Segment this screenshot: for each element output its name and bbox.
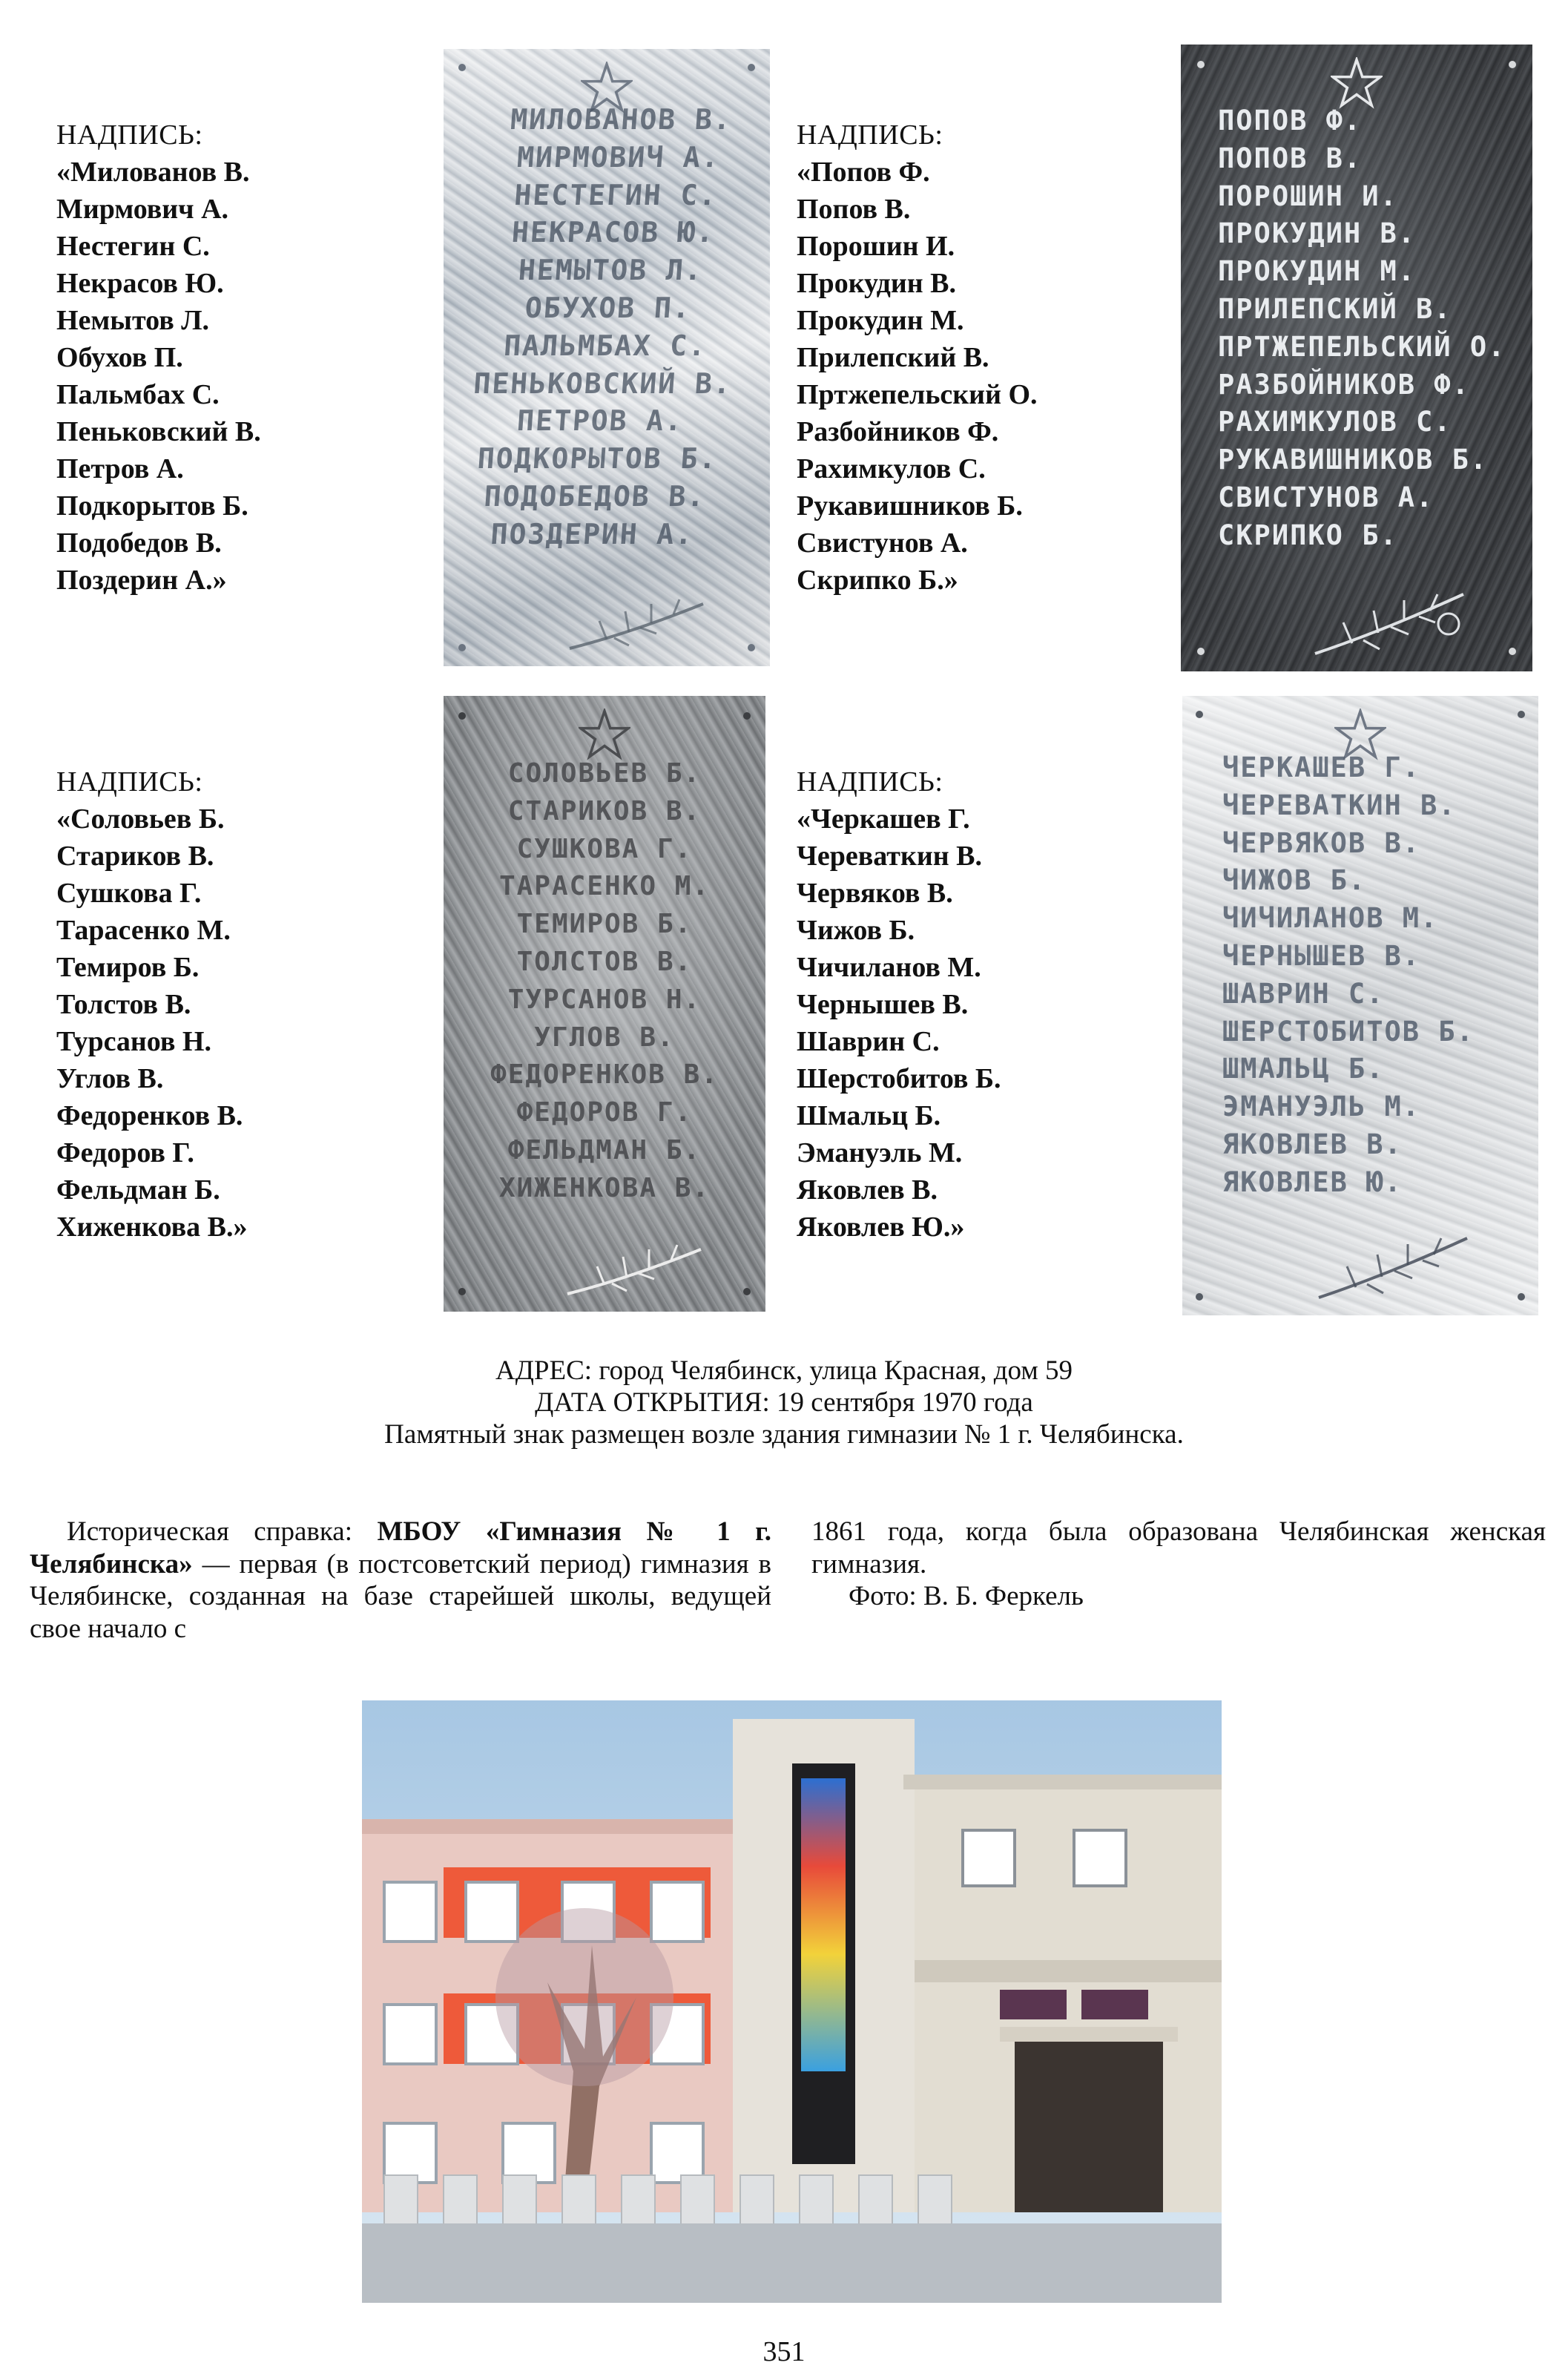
- bolt-icon: [458, 712, 466, 720]
- list-item: Пртжепельский О.: [797, 379, 1038, 410]
- plaque-name: ПОДКОРЫТОВ Б.: [476, 442, 719, 476]
- bolt-icon: [458, 1288, 466, 1295]
- plaque-name: ЧИЧИЛАНОВ М.: [1222, 902, 1439, 935]
- list-item: Порошин И.: [797, 231, 955, 262]
- plaque-name: ПОПОВ Ф.: [1218, 105, 1363, 137]
- star-icon: [1331, 57, 1383, 109]
- inscription-block-1: [56, 116, 261, 599]
- list-item: Эмануэль М.: [797, 1137, 963, 1168]
- plaque-engraved-names: [444, 101, 770, 553]
- plaque-name: ФЕДОРЕНКОВ В.: [490, 1059, 719, 1091]
- list-item: Пальмбах С.: [56, 379, 220, 410]
- memorial-plaque-photo-3: [444, 696, 765, 1312]
- history-column-left: [30, 1516, 771, 1645]
- inscription-block-3: [56, 763, 247, 1246]
- plaque-name: ТАРАСЕНКО М.: [498, 871, 711, 902]
- list-item: Стариков В.: [56, 841, 214, 872]
- address-block: [0, 1355, 1568, 1450]
- list-item: Мирмович А.: [56, 194, 229, 225]
- plaque-name: ЯКОВЛЕВ Ю.: [1222, 1166, 1403, 1198]
- list-item: «Черкашев Г.: [797, 803, 970, 835]
- bolt-icon: [1197, 648, 1205, 655]
- memorial-plaque-photo-2: [1181, 45, 1532, 671]
- list-item: Рукавишников Б.: [797, 490, 1023, 522]
- bolt-icon: [748, 64, 755, 71]
- plaque-name: СУШКОВА Г.: [516, 833, 693, 864]
- history-text-continued: 1861 года, когда была образована Челябинская женская гимназия.: [811, 1516, 1546, 1579]
- bolt-icon: [1518, 1293, 1525, 1301]
- laurel-branch-icon: [560, 1234, 708, 1301]
- list-item: Шмальц Б.: [797, 1100, 941, 1131]
- plaque-name: ФЕДОРОВ Г.: [516, 1097, 693, 1128]
- plaque-name: ПОПОВ В.: [1218, 142, 1363, 174]
- plaque-name: СТАРИКОВ В.: [507, 795, 702, 826]
- plaque-name: ШЕРСТОБИТОВ Б.: [1222, 1015, 1475, 1048]
- plaque-name: ФЕЛЬДМАН Б.: [507, 1134, 702, 1166]
- list-item: Чернышев В.: [797, 989, 969, 1020]
- plaque-name: ЧЕРКАШЕВ Г.: [1222, 752, 1421, 783]
- plaque-name: ШАВРИН С.: [1222, 977, 1385, 1010]
- list-item: Свистунов А.: [797, 527, 968, 559]
- list-item: Чижов Б.: [797, 915, 915, 946]
- list-item: Шаврин С.: [797, 1026, 940, 1057]
- plaque-name: ПРОКУДИН М.: [1218, 255, 1417, 288]
- list-item: Подкорытов Б.: [56, 490, 248, 522]
- list-item: Углов В.: [56, 1063, 164, 1094]
- bolt-icon: [748, 644, 755, 651]
- inscription-block-4: [797, 763, 1001, 1246]
- bolt-icon: [743, 1288, 751, 1295]
- plaque-name: ХИЖЕНКОВА В.: [498, 1172, 711, 1203]
- memorial-plaque-photo-4: [1182, 696, 1538, 1315]
- star-icon: [579, 709, 630, 760]
- list-item: Темиров Б.: [56, 952, 200, 983]
- plaque-name: МИЛОВАНОВ В.: [509, 103, 734, 136]
- bolt-icon: [1196, 1293, 1203, 1301]
- plaque-name: ПАЛЬМБАХ С.: [502, 329, 708, 362]
- inscription-label: НАДПИСЬ:: [797, 119, 943, 151]
- bolt-icon: [458, 64, 466, 71]
- list-item: Обухов П.: [56, 342, 183, 373]
- laurel-branch-icon: [1308, 579, 1471, 661]
- plaque-engraved-names: [1222, 749, 1538, 1202]
- history-column-right: [811, 1516, 1546, 1613]
- plaque-name: ЧЕРЕВАТКИН В.: [1222, 789, 1457, 821]
- history-text: — первая (в постсоветский период) гимназия в Челябинске, созданная на базе старейшей школы, ведущей свое начало с: [30, 1548, 771, 1644]
- plaque-name: СОЛОВЬЕВ Б.: [507, 758, 702, 789]
- list-item: «Соловьев Б.: [56, 803, 225, 835]
- page-number: 351: [762, 2336, 806, 2367]
- list-item: Череваткин В.: [797, 841, 982, 872]
- list-item: Петров А.: [56, 453, 184, 484]
- plaque-name: ПРТЖЕПЕЛЬСКИЙ О.: [1218, 330, 1506, 363]
- plaque-name: УГЛОВ В.: [534, 1022, 675, 1053]
- photo-credit: Фото: В. Б. Феркель: [849, 1581, 1084, 1611]
- plaque-name: ПРОКУДИН В.: [1218, 217, 1417, 250]
- bolt-icon: [1518, 711, 1525, 718]
- inscription-block-2: [797, 116, 1038, 599]
- list-item: Червяков В.: [797, 878, 953, 909]
- plaque-name: ЯКОВЛЕВ В.: [1222, 1128, 1403, 1160]
- bolt-icon: [458, 644, 466, 651]
- address-line: АДРЕС: город Челябинск, улица Красная, дом 59: [495, 1355, 1073, 1386]
- inscription-label: НАДПИСЬ:: [56, 766, 203, 798]
- laurel-branch-icon: [1311, 1223, 1475, 1305]
- location-note-line: Памятный знак размещен возле здания гимназии № 1 г. Челябинска.: [384, 1419, 1184, 1450]
- plaque-name: РУКАВИШНИКОВ Б.: [1218, 444, 1489, 476]
- list-item: Подобедов В.: [56, 527, 222, 559]
- list-item: Попов В.: [797, 194, 911, 225]
- gymnasium-name: МБОУ «Гимназия № 1 г. Челябинска»: [30, 1516, 771, 1579]
- list-item: Федоренков В.: [56, 1100, 243, 1131]
- list-item: Поздерин А.»: [56, 565, 227, 596]
- list-item: Чичиланов М.: [797, 952, 981, 983]
- bolt-icon: [1509, 61, 1516, 68]
- plaque-name: ТЕМИРОВ Б.: [516, 909, 693, 940]
- list-item: Прокудин В.: [797, 268, 957, 299]
- plaque-engraved-names: [1218, 102, 1532, 555]
- bolt-icon: [743, 712, 751, 720]
- list-item: Некрасов Ю.: [56, 268, 224, 299]
- list-item: Прокудин М.: [797, 305, 964, 336]
- list-item: Тарасенко М.: [56, 915, 231, 946]
- plaque-name: СКРИПКО Б.: [1218, 519, 1398, 551]
- list-item: Федоров Г.: [56, 1137, 194, 1168]
- list-item: Фельдман Б.: [56, 1174, 220, 1206]
- list-item: Турсанов Н.: [56, 1026, 211, 1057]
- plaque-engraved-names: [444, 755, 765, 1208]
- list-item: Сушкова Г.: [56, 878, 202, 909]
- list-item: «Милованов В.: [56, 157, 250, 188]
- list-item: Яковлев В.: [797, 1174, 938, 1206]
- list-item: Толстов В.: [56, 989, 191, 1020]
- plaque-name: ТУРСАНОВ Н.: [507, 984, 702, 1015]
- plaque-name: ЭМАНУЭЛЬ М.: [1222, 1091, 1421, 1123]
- list-item: Шерстобитов Б.: [797, 1063, 1001, 1094]
- plaque-name: ТОЛСТОВ В.: [516, 946, 693, 977]
- plaque-name: ШМАЛЬЦ Б.: [1222, 1053, 1385, 1085]
- plaque-name: НЕСТЕГИН С.: [513, 178, 719, 211]
- plaque-name: ЧЕРВЯКОВ В.: [1222, 826, 1421, 859]
- history-lead: Историческая справка:: [67, 1516, 378, 1547]
- plaque-name: ПОДОБЕДОВ В.: [483, 479, 707, 513]
- plaque-name: ПЕТРОВ А.: [515, 404, 685, 438]
- inscription-names: [56, 154, 261, 599]
- inscription-label: НАДПИСЬ:: [797, 766, 943, 798]
- plaque-name: ПРИЛЕПСКИЙ В.: [1218, 292, 1452, 325]
- plaque-name: ОБУХОВ П.: [524, 291, 693, 324]
- bolt-icon: [1197, 61, 1205, 68]
- list-item: Немытов Л.: [56, 305, 210, 336]
- plaque-name: ПЕНЬКОВСКИЙ В.: [472, 366, 734, 400]
- inscription-names: [797, 800, 1001, 1246]
- list-item: Рахимкулов С.: [797, 453, 986, 484]
- list-item: Нестегин С.: [56, 231, 210, 262]
- inscription-names: [56, 800, 247, 1246]
- inscription-label: НАДПИСЬ:: [56, 119, 203, 151]
- plaque-name: ПОЗДЕРИН А.: [490, 517, 695, 550]
- laurel-branch-icon: [562, 589, 711, 656]
- list-item: Разбойников Ф.: [797, 416, 999, 447]
- list-item: Яковлев Ю.»: [797, 1211, 965, 1243]
- list-item: Скрипко Б.»: [797, 565, 958, 596]
- opening-date-line: ДАТА ОТКРЫТИЯ: 19 сентября 1970 года: [535, 1387, 1033, 1418]
- gymnasium-building-photo: [362, 1700, 1222, 2303]
- memorial-plaque-photo-1: [444, 49, 770, 666]
- plaque-name: ЧЕРНЫШЕВ В.: [1222, 939, 1421, 972]
- plaque-name: НЕМЫТОВ Л.: [517, 254, 705, 287]
- plaque-name: СВИСТУНОВ А.: [1218, 481, 1434, 513]
- plaque-name: МИРМОВИЧ А.: [515, 140, 722, 174]
- bolt-icon: [1196, 711, 1203, 718]
- plaque-name: РАХИМКУЛОВ С.: [1218, 406, 1452, 438]
- plaque-name: ЧИЖОВ Б.: [1222, 864, 1367, 897]
- list-item: Пеньковский В.: [56, 416, 261, 447]
- inscription-names: [797, 154, 1038, 599]
- list-item: «Попов Ф.: [797, 157, 930, 188]
- bolt-icon: [1509, 648, 1516, 655]
- plaque-name: НЕКРАСОВ Ю.: [510, 216, 717, 249]
- plaque-name: РАЗБОЙНИКОВ Ф.: [1218, 368, 1470, 401]
- list-item: Прилепский В.: [797, 342, 989, 373]
- list-item: Хиженкова В.»: [56, 1211, 248, 1243]
- plaque-name: ПОРОШИН И.: [1218, 180, 1398, 212]
